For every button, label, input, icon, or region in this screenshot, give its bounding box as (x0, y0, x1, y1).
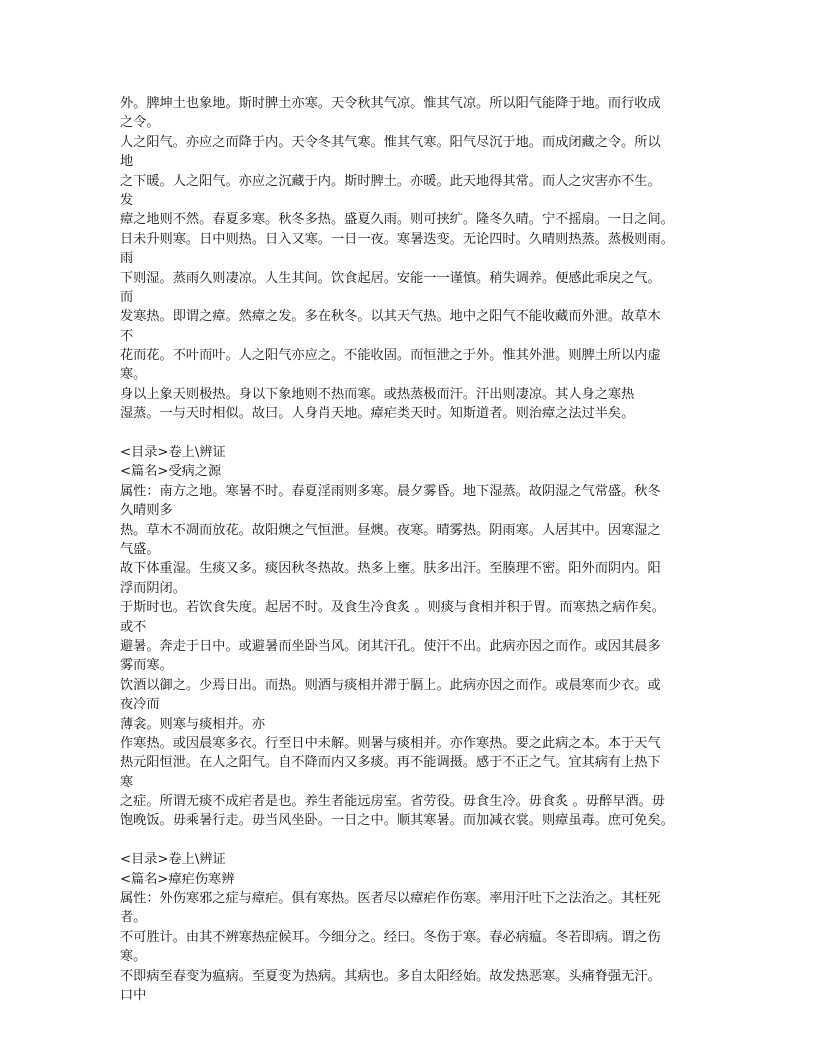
text-line: 之令。 (120, 115, 160, 131)
text-line: 雾而寒。 (120, 658, 173, 674)
text-line: 寒 (120, 774, 134, 790)
catalog-heading: <目录>卷上\辨证 (120, 445, 226, 461)
section-malaria-vs-cold-damage (120, 850, 700, 1005)
text-line: 属性：南方之地。寒暑不时。春夏淫雨则多寒。晨夕雾昏。地下湿蒸。故阴湿之气常盛。秋冬 (120, 483, 661, 499)
text-line: 饮酒以御之。少焉日出。而热。则酒与痰相并滞于膈上。此病亦因之而作。或晨寒而少衣。或 (120, 677, 661, 693)
catalog-heading: <目录>卷上\辨证 (120, 852, 226, 868)
text-line: 外。脾坤土也象地。斯时脾土亦寒。天令秋其气凉。惟其气凉。所以阳气能降于地。而行收成 (120, 96, 661, 111)
text-line: 热元阳恒泄。在人之阳气。自不降而内又多痰。再不能调摄。感于不正之气。宜其病有上热下 (120, 755, 661, 771)
text-line: 不 (120, 328, 134, 344)
text-line: 口中 (120, 987, 147, 1003)
text-line: 热。草木不凋而放花。故阳燠之气恒泄。昼燠。夜寒。晴雾热。阴雨寒。人居其中。因寒湿之 (120, 522, 661, 538)
text-line: 之下暖。人之阳气。亦应之沉藏于内。斯时脾土。亦暖。此天地得其常。而人之灾害亦不生。 (120, 173, 661, 189)
section-source-of-illness (120, 443, 700, 831)
text-line: 薄衾。则寒与痰相并。亦 (120, 716, 266, 732)
text-line: 花而花。不叶而叶。人之阳气亦应之。不能收固。而恒泄之于外。惟其外泄。则脾土所以内虚 (120, 348, 661, 364)
text-line: 浮而阴闭。 (120, 580, 186, 596)
text-line: 雨 (120, 251, 134, 267)
text-line: 发 (120, 192, 134, 208)
text-line: 夜冷而 (120, 697, 160, 713)
text-line: 而 (120, 289, 134, 305)
text-line: 寒。 (120, 367, 147, 383)
text-line: 瘴之地则不然。春夏多寒。秋冬多热。盛夏久雨。则可挟纩。隆冬久晴。宁不摇扇。一日之间。 (120, 212, 674, 228)
text-line: 发寒热。即谓之瘴。然瘴之发。多在秋冬。以其天气热。地中之阳气不能收藏而外泄。故草木 (120, 309, 661, 325)
text-line: 地 (120, 154, 134, 170)
text-line: 于斯时也。若饮食失度。起居不时。及食生冷食炙 。则痰与食相并积于胃。而寒热之病作矣。 (120, 600, 665, 616)
text-line: 身以上象天则极热。身以下象地则不热而寒。或热蒸极而汗。汗出则凄凉。其人身之寒热 (120, 386, 635, 402)
section-climate-text (120, 94, 700, 424)
text-line: 寒。 (120, 949, 147, 965)
text-line: 属性：外伤寒邪之症与瘴疟。俱有寒热。医者尽以瘴疟作伤寒。率用汗吐下之法治之。其枉死 (120, 891, 661, 907)
text-line: 气盛。 (120, 541, 160, 557)
paragraph-gap (120, 831, 700, 850)
text-line: 或不 (120, 619, 147, 635)
text-line: 故下体重湿。生痰又多。痰因秋冬热故。热多上壅。肤多出汗。至腠理不密。阳外而阴内。阳 (120, 561, 661, 577)
chapter-title: <篇名>瘴疟伤寒辨 (120, 871, 235, 887)
text-line: 不即病至春变为瘟病。至夏变为热病。其病也。多自太阳经始。故发热恶寒。头痛脊强无汗。 (120, 968, 661, 984)
text-line: 不可胜计。由其不辨寒热症候耳。今细分之。经曰。冬伤于寒。春必病瘟。冬若即病。谓之伤 (120, 929, 661, 945)
text-line: 之症。所谓无痰不成疟者是也。养生者能远房室。省劳役。毋食生冷。毋食炙 。毋醉早酒。毋 (120, 794, 665, 810)
text-line: 下则湿。蒸雨久则凄凉。人生其间。饮食起居。安能一一谨慎。稍失调养。便感此乖戾之气。 (120, 270, 661, 286)
text-line: 作寒热。或因晨寒多衣。行至日中未解。则暑与痰相并。亦作寒热。要之此病之本。本于天气 (120, 735, 661, 751)
text-line: 日未升则寒。日中则热。日入又寒。一日一夜。寒暑迭变。无论四时。久晴则热蒸。蒸极则雨。 (120, 231, 674, 247)
text-line: 久晴则多 (120, 503, 173, 519)
text-line: 者。 (120, 910, 147, 926)
text-line: 人之阳气。亦应之而降于内。天令冬其气寒。惟其气寒。阳气尽沉于地。而成闭藏之令。所以 (120, 134, 661, 150)
text-line: 饱晚饭。毋乘暑行走。毋当风坐卧。一日之中。顺其寒暑。而加减衣裳。则瘴虽毒。庶可免矣。 (120, 813, 674, 829)
chapter-title: <篇名>受病之源 (120, 464, 222, 480)
text-line: 湿蒸。一与天时相似。故曰。人身肖天地。瘴疟类天时。知斯道者。则治瘴之法过半矣。 (120, 406, 635, 422)
document-page (120, 94, 700, 1005)
paragraph-gap (120, 424, 700, 443)
text-line: 避暑。奔走于日中。或避暑而坐卧当风。闭其汗孔。使汗不出。此病亦因之而作。或因其晨多 (120, 638, 661, 654)
